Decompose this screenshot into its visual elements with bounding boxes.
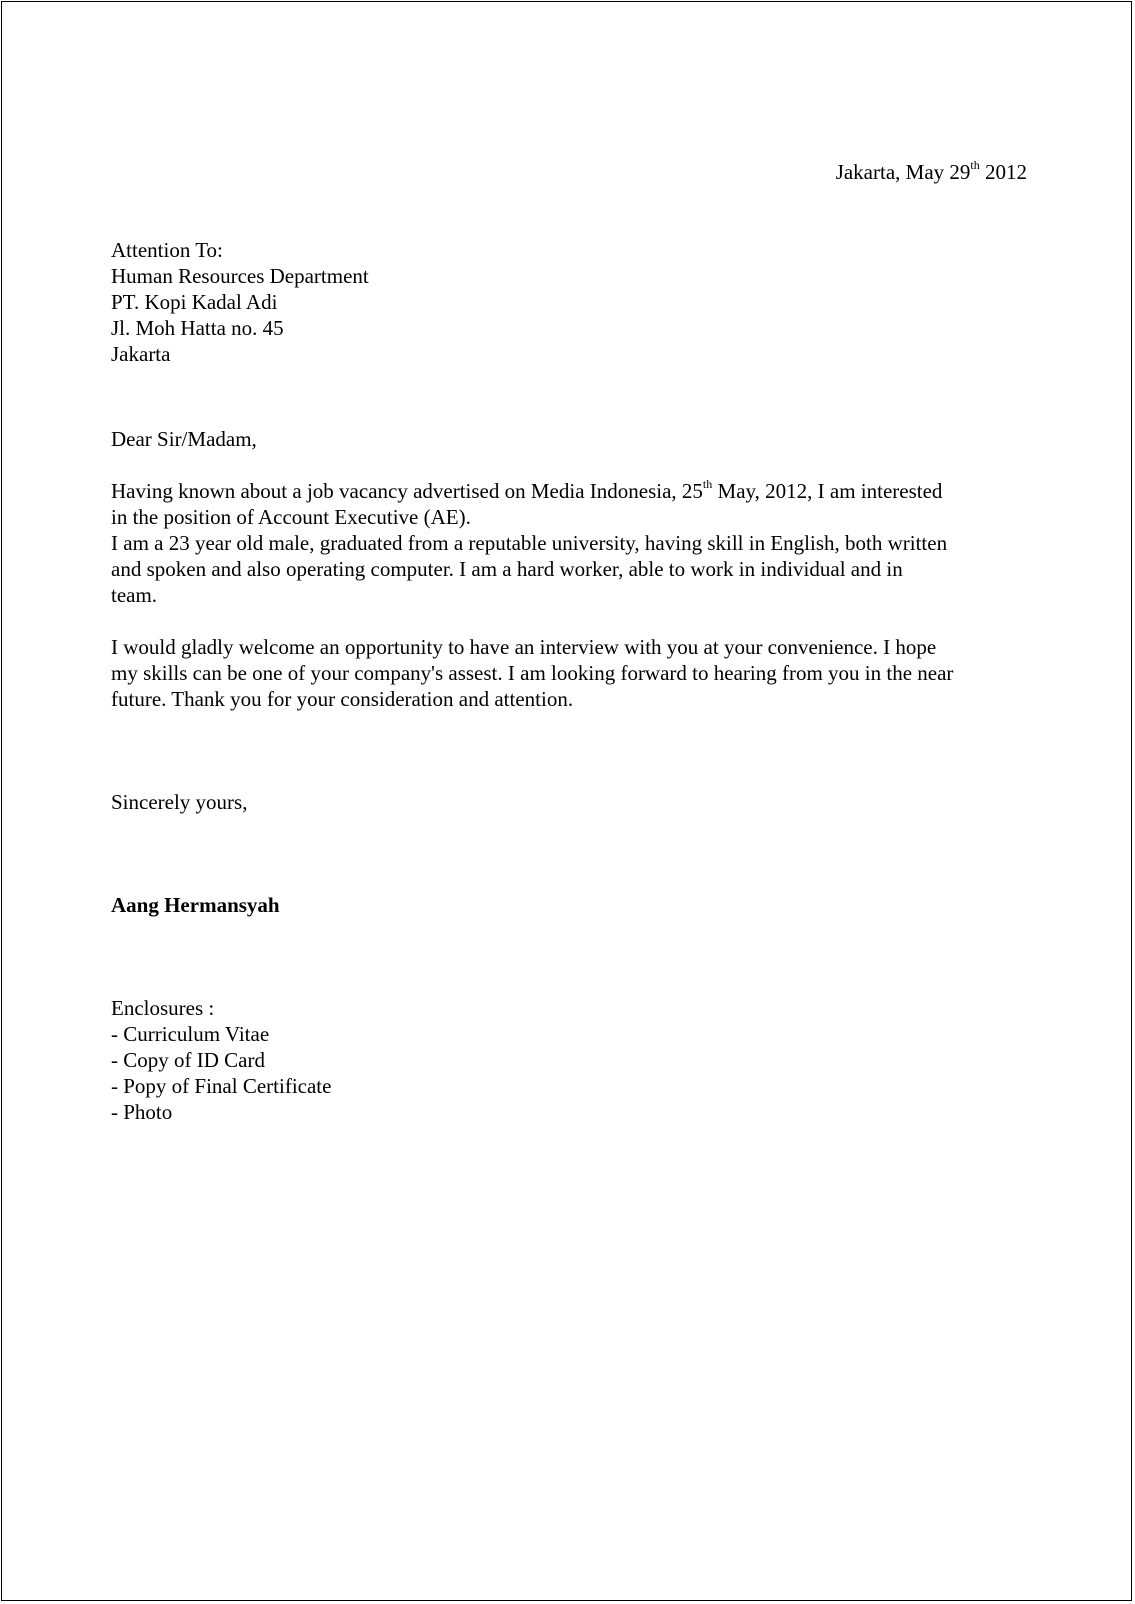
enclosure-item: - Popy of Final Certificate	[111, 1074, 332, 1098]
letter-date	[836, 159, 1027, 185]
enclosure-item: - Copy of ID Card	[111, 1048, 265, 1072]
enclosures-label: Enclosures :	[111, 996, 215, 1020]
paragraph1-line5: team.	[111, 583, 158, 607]
salutation: Dear Sir/Madam,	[111, 427, 257, 451]
paragraph1-line1-end: May, 2012, I am interested	[712, 479, 943, 503]
date-ordinal-suffix: th	[970, 158, 980, 172]
paragraph1-line2: in the position of Account Executive (AE).	[111, 505, 471, 529]
date-year: 2012	[979, 160, 1027, 184]
paragraph1-line1-start: Having known about a job vacancy advertised on Media Indonesia, 25	[111, 479, 703, 503]
recipient-street: Jl. Moh Hatta no. 45	[111, 316, 284, 340]
enclosure-item: - Curriculum Vitae	[111, 1022, 270, 1046]
recipient-department: Human Resources Department	[111, 264, 369, 288]
paragraph1-line4: and spoken and also operating computer. I am a hard worker, able to work in individual and in	[111, 557, 903, 581]
attention-label: Attention To:	[111, 238, 223, 262]
paragraph2-line3: future. Thank you for your consideration and attention.	[111, 687, 574, 711]
paragraph2-line2: my skills can be one of your company's assest. I am looking forward to hearing from you in the near	[111, 661, 954, 685]
paragraph1-line1	[111, 478, 942, 504]
enclosure-item: - Photo	[111, 1100, 173, 1124]
recipient-city: Jakarta	[111, 342, 171, 366]
paragraph1-ordinal-suffix: th	[702, 477, 713, 491]
paragraph1-line3: I am a 23 year old male, graduated from a reputable university, having skill in English, both written	[111, 531, 948, 555]
closing: Sincerely yours,	[111, 790, 248, 814]
paragraph2-line1: I would gladly welcome an opportunity to have an interview with you at your convenience. I hope	[111, 635, 937, 659]
signer-name: Aang Hermansyah	[111, 893, 280, 917]
recipient-company: PT. Kopi Kadal Adi	[111, 290, 278, 314]
date-text: Jakarta, May 29	[835, 160, 971, 184]
letter-page	[1, 1, 1132, 1601]
